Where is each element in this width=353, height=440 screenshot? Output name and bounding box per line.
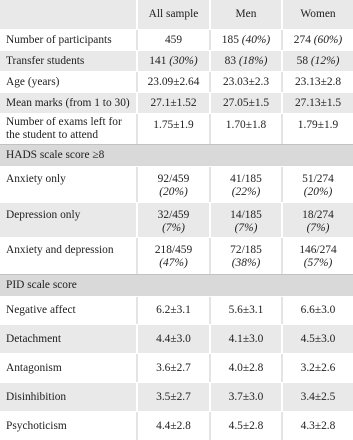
cell-women (281, 203, 353, 237)
row-label: Number of participants (6, 33, 112, 46)
cell-men-count: 185 (221, 33, 242, 46)
row-label-line-1: Number of exams left for (6, 116, 122, 128)
table-row (0, 296, 353, 324)
cell-men: 4.0±2.8 (209, 354, 281, 382)
section-header-pid (0, 274, 353, 296)
cell-men-count: 14/185 (230, 209, 262, 221)
cell-men-count: 83 (224, 54, 239, 67)
cell-women (281, 238, 353, 274)
row-label: Negative affect (6, 304, 76, 316)
cell-men: 27.05±1.5 (209, 93, 281, 113)
table-row (0, 237, 353, 274)
cell-women: 3.4±2.5 (281, 383, 353, 411)
cell-all-sample: 4.4±3.0 (136, 325, 209, 353)
cell-all-sample (136, 238, 209, 274)
header-women: Women (281, 0, 353, 29)
cell-men-percent: (38%) (231, 257, 261, 269)
cell-men (209, 238, 281, 274)
cell-women-count: 58 (296, 54, 311, 67)
cell-men-count: 72/185 (230, 244, 262, 256)
cell-all-sample: 4.4±2.8 (136, 412, 209, 440)
table-row (0, 50, 353, 71)
cell-all-percent: (7%) (162, 222, 185, 234)
table-row (0, 353, 353, 382)
row-label (0, 114, 136, 144)
row-label: Anxiety and depression (6, 244, 114, 256)
table-row (0, 113, 353, 144)
row-label: Age (years) (6, 75, 60, 88)
cell-all-sample: 6.2±3.1 (136, 297, 209, 324)
header-men: Men (209, 0, 281, 29)
cell-men: 5.6±3.1 (209, 297, 281, 324)
cell-all-sample (136, 167, 209, 202)
cell-men-count: 41/185 (230, 173, 262, 185)
cell-men-percent: (22%) (231, 186, 261, 198)
cell-men: 3.7±3.0 (209, 383, 281, 411)
cell-women-count: 274 (293, 33, 314, 46)
cell-all-percent: (20%) (159, 186, 188, 198)
header-all-sample: All sample (136, 0, 209, 29)
cell-women: 3.2±2.6 (281, 354, 353, 382)
row-label: Mean marks (from 1 to 30) (6, 96, 130, 109)
cell-women: 27.13±1.5 (281, 93, 353, 113)
cell-women (281, 51, 353, 71)
cell-men: 1.70±1.8 (209, 114, 281, 144)
cell-all-sample: 23.09±2.64 (136, 72, 209, 92)
cell-all-sample: 1.75±1.9 (136, 114, 209, 144)
cell-all-count: 32/459 (157, 209, 190, 221)
cell-men: 23.03±2.3 (209, 72, 281, 92)
row-label: Anxiety only (6, 173, 66, 185)
row-label-line-2: the student to attend (6, 129, 99, 141)
cell-women-count: 146/274 (299, 244, 337, 256)
cell-all-sample (136, 51, 209, 71)
row-label: Transfer students (6, 54, 85, 67)
cell-all-sample: 3.5±2.7 (136, 383, 209, 411)
cell-all-percent: (30%) (169, 54, 198, 67)
row-label: Detachment (6, 332, 62, 345)
cell-women: 6.6±3.0 (281, 297, 353, 324)
table-row (0, 92, 353, 113)
table-row (0, 411, 353, 440)
table-row (0, 324, 353, 353)
cell-women: 1.79±1.9 (281, 114, 353, 144)
table-row (0, 382, 353, 411)
cell-all-count: 92/459 (157, 173, 190, 185)
cell-women-percent: (20%) (303, 186, 333, 198)
cell-all-sample (136, 203, 209, 237)
table-row (0, 166, 353, 202)
row-label: Depression only (6, 209, 81, 221)
cell-women-percent: (57%) (303, 257, 333, 269)
cell-women-percent: (60%) (313, 33, 343, 46)
cell-all-percent: (47%) (159, 257, 188, 269)
row-label: Antagonism (6, 361, 62, 374)
cell-all-count: 218/459 (154, 244, 193, 256)
table-row (0, 202, 353, 237)
cell-women: 23.13±2.8 (281, 72, 353, 92)
cell-women-count: 18/274 (302, 209, 334, 221)
table-header-row (0, 0, 353, 29)
cell-men (209, 167, 281, 202)
cell-all-sample: 459 (136, 30, 209, 50)
cell-men: 4.5±2.8 (209, 412, 281, 440)
cell-men-percent: (7%) (234, 222, 258, 234)
row-label: Psychoticism (6, 419, 67, 432)
cell-men (209, 30, 281, 50)
cell-all-sample: 27.1±1.52 (136, 93, 209, 113)
cell-women (281, 30, 353, 50)
cell-men-percent: (40%) (241, 33, 271, 46)
header-blank (0, 0, 136, 29)
section-title: PID scale score (6, 279, 77, 291)
section-title: HADS scale score ≥8 (6, 149, 105, 161)
cell-women-percent: (12%) (310, 54, 340, 67)
cell-women (281, 167, 353, 202)
cell-all-sample: 3.6±2.7 (136, 354, 209, 382)
table-row (0, 71, 353, 92)
cell-men (209, 203, 281, 237)
row-label: Disinhibition (6, 390, 67, 403)
cell-women: 4.3±2.8 (281, 412, 353, 440)
cell-men (209, 51, 281, 71)
cell-men-percent: (18%) (238, 54, 268, 67)
cell-all-count: 141 (149, 54, 170, 67)
cell-women-count: 51/274 (302, 173, 334, 185)
cell-men: 4.1±3.0 (209, 325, 281, 353)
cell-women-percent: (7%) (306, 222, 330, 234)
cell-women: 4.5±3.0 (281, 325, 353, 353)
table-row (0, 29, 353, 50)
section-header-hads (0, 144, 353, 166)
